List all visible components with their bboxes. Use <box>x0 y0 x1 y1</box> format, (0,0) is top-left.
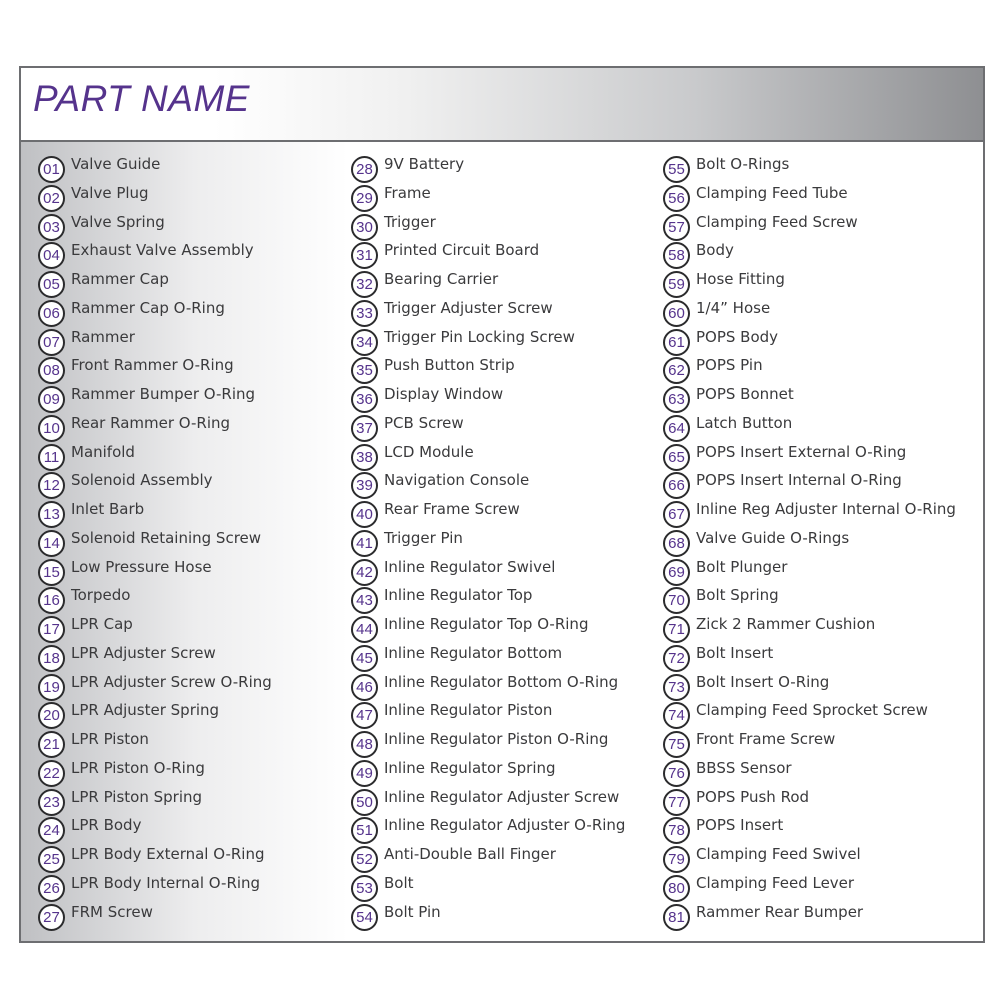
part-name-label: Low Pressure Hose <box>71 557 212 576</box>
part-name-label: LPR Piston O-Ring <box>71 758 205 777</box>
part-name-label: Inline Regulator Adjuster Screw <box>384 787 620 806</box>
part-name-label: Navigation Console <box>384 471 530 490</box>
part-number-badge: 55 <box>663 156 690 183</box>
part-number-badge: 71 <box>663 616 690 643</box>
part-number-badge: 23 <box>38 789 65 816</box>
part-name-label: LPR Cap <box>71 615 133 633</box>
part-number-badge: 63 <box>663 386 690 413</box>
part-number-badge: 78 <box>663 817 690 844</box>
part-number-badge: 42 <box>351 559 378 586</box>
part-number-badge: 38 <box>351 444 378 471</box>
part-number-badge: 04 <box>38 242 65 269</box>
part-name-label: BBSS Sensor <box>696 758 792 777</box>
part-number-badge: 20 <box>38 702 65 729</box>
part-name-label: Rammer <box>71 327 135 346</box>
part-name-label: Front Frame Screw <box>696 730 836 748</box>
part-number-badge: 52 <box>351 846 378 873</box>
part-name-label: Torpedo <box>71 586 131 605</box>
parts-list-body <box>21 142 983 941</box>
part-name-label: Rammer Bumper O-Ring <box>71 385 256 403</box>
part-name-label: Clamping Feed Lever <box>696 873 855 892</box>
part-name-label: Clamping Feed Swivel <box>696 845 861 863</box>
part-name-label: Valve Plug <box>71 183 149 202</box>
part-number-badge: 75 <box>663 731 690 758</box>
part-name-label: POPS Body <box>696 327 779 346</box>
part-number-badge: 68 <box>663 530 690 557</box>
part-name-label: Trigger <box>384 212 436 231</box>
part-name-label: Inline Regulator Swivel <box>384 557 556 576</box>
part-name-label: PCB Screw <box>384 413 464 432</box>
part-number-badge: 29 <box>351 185 378 212</box>
part-name-label: Rammer Cap <box>71 270 169 288</box>
part-number-badge: 54 <box>351 904 378 931</box>
part-number-badge: 72 <box>663 645 690 672</box>
part-number-badge: 21 <box>38 731 65 758</box>
part-name-label: LPR Body <box>71 816 142 835</box>
part-number-badge: 19 <box>38 674 65 701</box>
part-number-badge: 31 <box>351 242 378 269</box>
part-name-label: Valve Guide O-Rings <box>696 528 850 547</box>
part-number-badge: 81 <box>663 904 690 931</box>
part-number-badge: 48 <box>351 731 378 758</box>
part-number-badge: 05 <box>38 271 65 298</box>
part-name-label: Front Rammer O-Ring <box>71 356 234 375</box>
part-name-label: LCD Module <box>384 442 474 461</box>
part-number-badge: 46 <box>351 674 378 701</box>
part-name-label: POPS Insert External O-Ring <box>696 442 907 461</box>
part-name-label: Bearing Carrier <box>384 270 499 288</box>
part-number-badge: 18 <box>38 645 65 672</box>
part-name-label: Solenoid Retaining Screw <box>71 528 262 547</box>
part-name-label: Display Window <box>384 385 504 403</box>
part-name-label: Inline Regulator Top <box>384 586 533 605</box>
part-number-badge: 79 <box>663 846 690 873</box>
part-number-badge: 12 <box>38 472 65 499</box>
part-number-badge: 66 <box>663 472 690 499</box>
part-number-badge: 07 <box>38 329 65 356</box>
part-name-label: Valve Guide <box>71 155 161 173</box>
part-number-badge: 02 <box>38 185 65 212</box>
part-name-label: 1/4” Hose <box>696 298 771 317</box>
part-name-label: Latch Button <box>696 413 793 432</box>
part-number-badge: 08 <box>38 357 65 384</box>
part-name-label: Inline Regulator Top O-Ring <box>384 615 589 633</box>
part-number-badge: 70 <box>663 587 690 614</box>
part-number-badge: 17 <box>38 616 65 643</box>
part-name-label: Bolt O-Rings <box>696 155 790 173</box>
part-name-label: LPR Adjuster Spring <box>71 701 220 720</box>
part-number-badge: 44 <box>351 616 378 643</box>
part-name-label: Push Button Strip <box>384 356 515 375</box>
part-number-badge: 57 <box>663 214 690 241</box>
part-number-badge: 25 <box>38 846 65 873</box>
part-name-label: Anti-Double Ball Finger <box>384 845 556 863</box>
part-number-badge: 28 <box>351 156 378 183</box>
part-number-badge: 10 <box>38 415 65 442</box>
part-name-label: Manifold <box>71 442 135 461</box>
parts-list-panel <box>19 66 985 943</box>
part-number-badge: 49 <box>351 760 378 787</box>
part-number-badge: 59 <box>663 271 690 298</box>
part-number-badge: 01 <box>38 156 65 183</box>
part-number-badge: 40 <box>351 501 378 528</box>
part-name-label: Inline Regulator Piston <box>384 701 553 720</box>
part-name-label: Inline Regulator Adjuster O-Ring <box>384 816 626 835</box>
part-number-badge: 15 <box>38 559 65 586</box>
page-title: PART NAME <box>33 78 250 119</box>
part-name-label: Bolt Pin <box>384 902 441 921</box>
part-name-label: POPS Pin <box>696 356 763 375</box>
part-number-badge: 24 <box>38 817 65 844</box>
part-name-label: LPR Piston Spring <box>71 787 203 806</box>
part-name-label: Valve Spring <box>71 212 165 231</box>
part-name-label: Bolt Insert <box>696 643 774 662</box>
part-number-badge: 56 <box>663 185 690 212</box>
part-name-label: Inlet Barb <box>71 500 145 518</box>
part-number-badge: 13 <box>38 501 65 528</box>
part-name-label: Trigger Adjuster Screw <box>384 298 553 317</box>
part-name-label: Solenoid Assembly <box>71 471 213 490</box>
part-number-badge: 36 <box>351 386 378 413</box>
part-name-label: Rammer Cap O-Ring <box>71 298 225 317</box>
part-number-badge: 76 <box>663 760 690 787</box>
part-name-label: Trigger Pin <box>384 528 463 547</box>
part-name-label: Exhaust Valve Assembly <box>71 241 254 260</box>
part-number-badge: 35 <box>351 357 378 384</box>
part-name-label: Inline Regulator Bottom <box>384 643 563 662</box>
part-number-badge: 11 <box>38 444 65 471</box>
part-name-label: LPR Body Internal O-Ring <box>71 873 261 892</box>
part-name-label: LPR Body External O-Ring <box>71 845 265 863</box>
part-number-badge: 37 <box>351 415 378 442</box>
part-number-badge: 62 <box>663 357 690 384</box>
part-name-label: Bolt Spring <box>696 586 779 605</box>
part-name-label: Inline Regulator Piston O-Ring <box>384 730 609 748</box>
part-number-badge: 39 <box>351 472 378 499</box>
part-number-badge: 74 <box>663 702 690 729</box>
part-name-label: Zick 2 Rammer Cushion <box>696 615 876 633</box>
part-number-badge: 32 <box>351 271 378 298</box>
part-name-label: Clamping Feed Tube <box>696 183 848 202</box>
part-name-label: POPS Insert <box>696 816 784 835</box>
part-number-badge: 09 <box>38 386 65 413</box>
part-number-badge: 53 <box>351 875 378 902</box>
part-name-label: Bolt Plunger <box>696 557 788 576</box>
part-number-badge: 73 <box>663 674 690 701</box>
part-name-label: Inline Regulator Spring <box>384 758 556 777</box>
part-number-badge: 06 <box>38 300 65 327</box>
part-number-badge: 27 <box>38 904 65 931</box>
header-bar <box>21 68 983 142</box>
part-name-label: LPR Piston <box>71 730 149 748</box>
part-number-badge: 45 <box>351 645 378 672</box>
part-name-label: Rammer Rear Bumper <box>696 902 864 921</box>
part-number-badge: 58 <box>663 242 690 269</box>
part-name-label: POPS Push Rod <box>696 787 810 806</box>
part-number-badge: 34 <box>351 329 378 356</box>
part-name-label: Clamping Feed Sprocket Screw <box>696 701 928 720</box>
part-name-label: POPS Bonnet <box>696 385 794 403</box>
part-name-label: 9V Battery <box>384 155 465 173</box>
part-name-label: Clamping Feed Screw <box>696 212 858 231</box>
part-name-label: LPR Adjuster Screw <box>71 643 216 662</box>
part-name-label: Inline Reg Adjuster Internal O-Ring <box>696 500 956 518</box>
part-name-label: Inline Regulator Bottom O-Ring <box>384 672 619 691</box>
part-name-label: Trigger Pin Locking Screw <box>384 327 575 346</box>
part-number-badge: 67 <box>663 501 690 528</box>
part-name-label: Hose Fitting <box>696 270 785 288</box>
part-number-badge: 22 <box>38 760 65 787</box>
part-name-label: Bolt <box>384 873 414 892</box>
part-number-badge: 51 <box>351 817 378 844</box>
part-name-label: Frame <box>384 183 431 202</box>
part-number-badge: 26 <box>38 875 65 902</box>
part-number-badge: 30 <box>351 214 378 241</box>
part-number-badge: 41 <box>351 530 378 557</box>
part-number-badge: 65 <box>663 444 690 471</box>
part-number-badge: 61 <box>663 329 690 356</box>
part-number-badge: 80 <box>663 875 690 902</box>
part-name-label: Rear Frame Screw <box>384 500 520 518</box>
part-name-label: Bolt Insert O-Ring <box>696 672 830 691</box>
part-number-badge: 60 <box>663 300 690 327</box>
part-number-badge: 50 <box>351 789 378 816</box>
part-number-badge: 64 <box>663 415 690 442</box>
part-number-badge: 47 <box>351 702 378 729</box>
part-name-label: FRM Screw <box>71 902 153 921</box>
part-name-label: Body <box>696 241 734 260</box>
part-number-badge: 33 <box>351 300 378 327</box>
part-name-label: Rear Rammer O-Ring <box>71 413 231 432</box>
part-name-label: POPS Insert Internal O-Ring <box>696 471 902 490</box>
part-number-badge: 77 <box>663 789 690 816</box>
part-number-badge: 03 <box>38 214 65 241</box>
part-number-badge: 16 <box>38 587 65 614</box>
part-number-badge: 69 <box>663 559 690 586</box>
part-number-badge: 14 <box>38 530 65 557</box>
part-name-label: Printed Circuit Board <box>384 241 540 260</box>
part-number-badge: 43 <box>351 587 378 614</box>
part-name-label: LPR Adjuster Screw O-Ring <box>71 672 272 691</box>
